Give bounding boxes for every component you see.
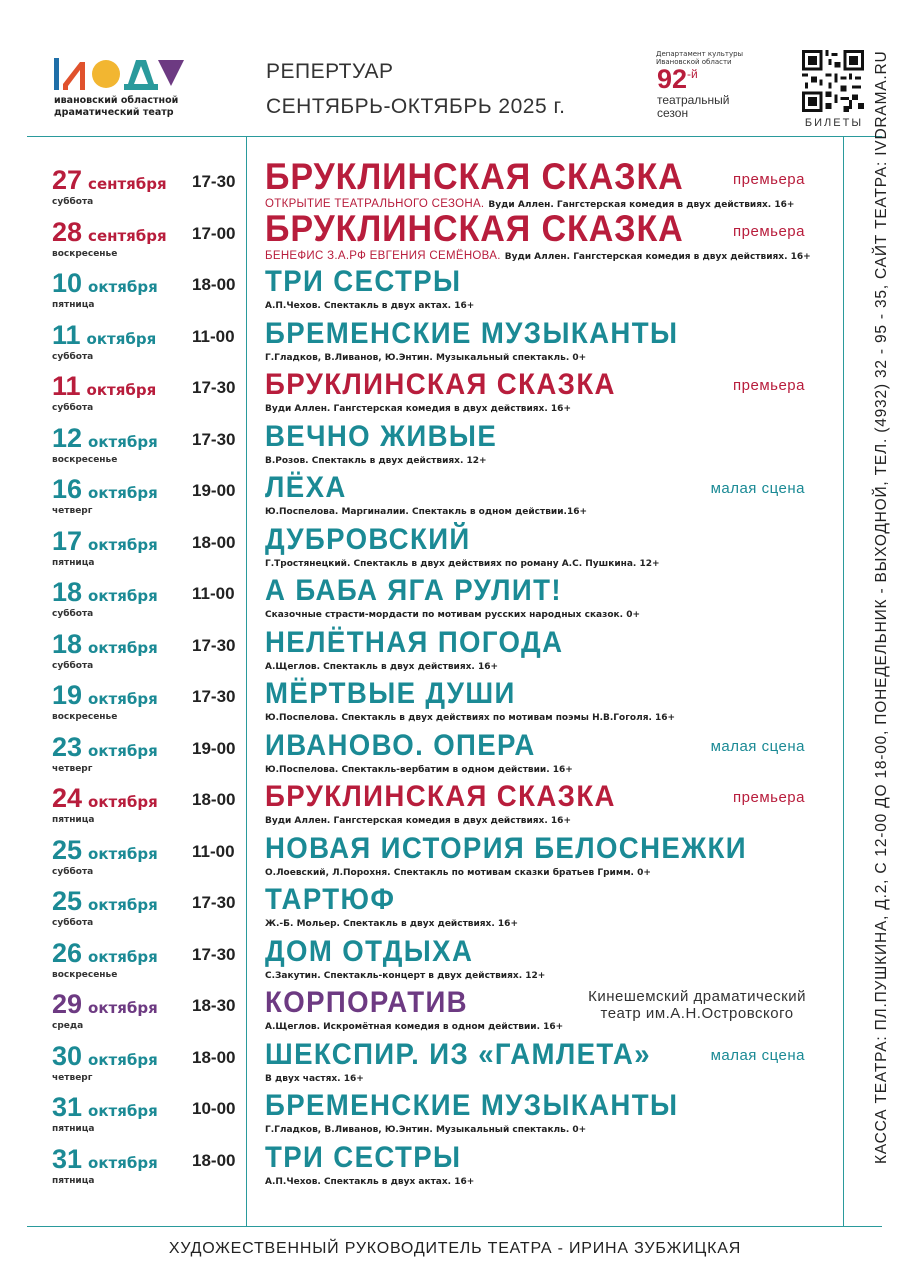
event-day: 28 <box>52 216 83 247</box>
event-day: 25 <box>52 886 83 916</box>
event-date <box>52 371 156 402</box>
event-time: 19-00 <box>192 738 236 758</box>
event-day: 31 <box>52 1092 83 1122</box>
event-description <box>265 507 587 517</box>
event-weekday: четверг <box>52 1072 93 1083</box>
event-weekday: пятница <box>52 815 95 825</box>
event-weekday: пятница <box>52 300 95 310</box>
event-title[interactable]: ДОМ ОТДЫХА <box>265 934 474 968</box>
event-weekday: пятница <box>52 1175 95 1186</box>
event-title[interactable]: ВЕЧНО ЖИВЫЕ <box>265 419 498 453</box>
event-date <box>52 989 158 1020</box>
event-weekday: суббота <box>52 660 94 671</box>
event-description <box>265 713 675 723</box>
event-month: октября <box>88 535 158 554</box>
event-desc-text: А.П.Чехов. Спектакль в двух актах. 16+ <box>265 301 475 311</box>
schedule-row <box>0 727 840 779</box>
event-month: октября <box>88 587 158 605</box>
event-month: октября <box>88 947 158 966</box>
department-line2: Ивановской области <box>656 58 732 66</box>
event-weekday: воскресенье <box>52 969 118 980</box>
event-day: 19 <box>52 680 83 710</box>
event-title[interactable]: ЛЁХА <box>265 471 347 504</box>
schedule-row <box>0 778 840 830</box>
event-weekday: суббота <box>52 403 94 413</box>
event-desc-text: Г.Тростянецкий. Спектакль в двух действиях по роману А.С. Пушкина. 12+ <box>265 558 660 569</box>
event-title[interactable]: БРУКЛИНСКАЯ СКАЗКА <box>265 780 616 813</box>
side-divider <box>843 136 844 1226</box>
footer-divider <box>27 1226 882 1227</box>
event-date <box>52 268 158 299</box>
schedule-row <box>0 881 840 933</box>
event-title[interactable]: БРУКЛИНСКАЯ СКАЗКА <box>265 207 684 249</box>
event-weekday: среда <box>52 1021 84 1031</box>
schedule-row <box>0 207 840 264</box>
event-description <box>265 919 518 929</box>
season-label <box>657 94 730 120</box>
event-weekday: четверг <box>52 763 93 774</box>
event-time: 11-00 <box>192 584 235 603</box>
event-time: 17-30 <box>192 944 236 964</box>
event-note-line: Кинешемский драматический <box>588 988 806 1005</box>
header-divider <box>27 136 882 137</box>
event-weekday: воскресенье <box>52 248 118 259</box>
event-date <box>52 423 158 454</box>
schedule-row <box>0 263 840 315</box>
theatre-name-line1: ивановский областной <box>54 95 179 106</box>
event-desc-text: А.Щеглов. Искромётная комедия в одном действии. 16+ <box>265 1022 564 1032</box>
event-date <box>52 320 156 351</box>
event-day: 18 <box>52 628 83 659</box>
event-day: 12 <box>52 422 83 453</box>
event-day: 30 <box>52 1040 83 1071</box>
event-weekday: суббота <box>52 866 94 877</box>
event-date <box>52 526 158 557</box>
event-month: сентября <box>88 226 167 245</box>
event-time: 17-30 <box>192 429 236 449</box>
event-description <box>265 1125 586 1135</box>
event-time: 19-00 <box>192 481 236 500</box>
event-description <box>265 971 545 981</box>
repertoire-period: СЕНТЯБРЬ-ОКТЯБРЬ 2025 г. <box>266 95 566 118</box>
artistic-director: ХУДОЖЕСТВЕННЫЙ РУКОВОДИТЕЛЬ ТЕАТРА - ИРИНА ЗУБЖИЦКАЯ <box>168 1240 742 1257</box>
event-time: 11-00 <box>192 326 235 346</box>
event-date <box>52 1041 158 1072</box>
event-description <box>265 765 573 775</box>
event-note <box>588 988 806 1022</box>
event-time: 18-00 <box>192 790 236 809</box>
event-desc-text: Вуди Аллен. Гангстерская комедия в двух действиях. 16+ <box>504 251 811 262</box>
event-desc-text: Ю.Поспелова. Спектакль-вербатим в одном действии. 16+ <box>265 764 573 775</box>
event-month: октября <box>86 329 157 348</box>
schedule-row <box>0 315 840 367</box>
event-month: сентября <box>88 175 167 193</box>
event-title[interactable]: БРУКЛИНСКАЯ СКАЗКА <box>265 368 616 401</box>
event-note: малая сцена <box>710 480 805 497</box>
event-month: октября <box>88 278 158 296</box>
event-day: 23 <box>52 731 83 762</box>
schedule-row <box>0 984 840 1036</box>
event-title[interactable]: ТАРТЮФ <box>265 883 396 916</box>
event-weekday: суббота <box>52 609 94 619</box>
event-day: 25 <box>52 834 83 865</box>
season-number-suffix: -й <box>687 67 698 81</box>
event-description <box>265 301 474 311</box>
event-title[interactable]: КОРПОРАТИВ <box>265 986 469 1019</box>
event-desc-text: В двух частях. 16+ <box>265 1073 364 1084</box>
event-time: 17-30 <box>192 687 236 706</box>
event-desc-text: Ж.-Б. Мольер. Спектакль в двух действиях. 16+ <box>265 919 518 929</box>
event-date <box>52 629 158 660</box>
event-time: 18-00 <box>192 1150 236 1170</box>
schedule-row <box>0 1087 840 1139</box>
event-day: 16 <box>52 474 83 504</box>
event-weekday: суббота <box>52 351 94 362</box>
schedule-row <box>0 156 840 212</box>
event-date <box>52 732 158 763</box>
event-month: октября <box>88 896 158 914</box>
event-title[interactable]: БРЕМЕНСКИЕ МУЗЫКАНТЫ <box>265 1089 679 1122</box>
event-description <box>265 559 660 569</box>
event-title[interactable]: ИВАНОВО. ОПЕРА <box>265 728 536 762</box>
theatre-name-line2: драматический театр <box>54 107 174 118</box>
event-weekday: суббота <box>52 197 94 207</box>
event-desc-text: Ю.Поспелова. Спектакль в двух действиях по мотивам поэмы Н.В.Гоголя. 16+ <box>265 713 676 723</box>
event-month: октября <box>88 1102 158 1120</box>
department-line1: Департамент культуры <box>656 50 744 58</box>
schedule-row <box>0 1139 840 1191</box>
event-desc-text: Г.Гладков, В.Ливанов, Ю.Энтин. Музыкальный спектакль. 0+ <box>265 1125 587 1135</box>
event-title[interactable]: НОВАЯ ИСТОРИЯ БЕЛОСНЕЖКИ <box>265 831 747 865</box>
event-description <box>265 816 571 826</box>
schedule-row <box>0 933 840 985</box>
event-time: 18-00 <box>192 1047 236 1067</box>
event-note: малая сцена <box>710 737 805 755</box>
event-date <box>52 165 167 196</box>
season-number <box>657 64 698 95</box>
event-day: 27 <box>52 165 83 195</box>
logo-graphic <box>54 56 184 92</box>
event-time: 17-30 <box>192 378 236 397</box>
tickets-label: БИЛЕТЫ <box>804 117 864 129</box>
event-time: 11-00 <box>192 841 235 861</box>
event-date <box>52 835 158 866</box>
event-day: 11 <box>52 319 81 350</box>
event-date <box>52 938 158 969</box>
event-desc-text: Вуди Аллен. Гангстерская комедия в двух действиях. 16+ <box>265 816 571 826</box>
event-description <box>265 868 651 878</box>
schedule-row <box>0 675 840 727</box>
event-note-line: театр им.А.Н.Островского <box>600 1005 794 1022</box>
event-month: октября <box>88 1153 158 1172</box>
qr-code-icon[interactable] <box>802 50 864 112</box>
event-day: 18 <box>52 577 83 607</box>
schedule-row <box>0 469 840 521</box>
event-time: 10-00 <box>192 1099 236 1118</box>
event-day: 31 <box>52 1143 83 1174</box>
schedule-row <box>0 521 840 573</box>
event-description <box>265 404 571 414</box>
event-time: 17-30 <box>192 172 236 191</box>
event-month: октября <box>88 690 158 708</box>
season-number-value: 92 <box>657 64 688 94</box>
event-description <box>265 1022 563 1032</box>
event-time: 17-30 <box>192 635 236 655</box>
event-date <box>52 577 158 608</box>
event-title[interactable]: МЁРТВЫЕ ДУШИ <box>265 677 516 710</box>
event-day: 26 <box>52 937 83 968</box>
event-title[interactable]: НЕЛЁТНАЯ ПОГОДА <box>265 625 564 659</box>
event-date <box>52 474 158 505</box>
event-date <box>52 680 158 711</box>
event-lead: БЕНЕФИС З.А.РФ ЕВГЕНИЯ СЕМЁНОВА. <box>265 249 501 262</box>
event-day: 17 <box>52 525 83 556</box>
event-description <box>265 610 640 620</box>
schedule-row <box>0 572 840 624</box>
event-desc-text: А.П.Чехов. Спектакль в двух актах. 16+ <box>265 1176 475 1187</box>
event-month: октября <box>88 432 158 451</box>
event-title[interactable]: БРУКЛИНСКАЯ СКАЗКА <box>265 156 684 197</box>
event-description <box>265 250 811 262</box>
event-desc-text: А.Щеглов. Спектакль в двух действиях. 16+ <box>265 661 499 672</box>
event-title[interactable]: ТРИ СЕСТРЫ <box>265 1140 462 1174</box>
schedule-row <box>0 624 840 676</box>
event-time: 17-30 <box>192 893 236 912</box>
event-date <box>52 783 158 814</box>
event-desc-text: Сказочные страсти-мордасти по мотивам русских народных сказок. 0+ <box>265 610 641 620</box>
event-desc-text: О.Лоевский, Л.Порохня. Спектакль по мотивам сказки братьев Гримм. 0+ <box>265 867 651 878</box>
event-weekday: суббота <box>52 918 94 928</box>
event-note: малая сцена <box>710 1046 805 1064</box>
event-weekday: воскресенье <box>52 454 118 465</box>
repertoire-label: РЕПЕРТУАР <box>266 60 394 83</box>
box-office-info: КАССА ТЕАТРА: ПЛ.ПУШКИНА, Д.2, С 12-00 ДО 18-00, ПОНЕДЕЛЬНИК - ВЫХОДНОЙ, ТЕЛ. (4932) 32 - 95 - 35, САЙТ ТЕАТРА: IVDRAMA.RU <box>873 50 890 1164</box>
event-title[interactable]: ШЕКСПИР. ИЗ «ГАМЛЕТА» <box>265 1037 651 1071</box>
event-description <box>265 456 487 466</box>
event-time: 18-00 <box>192 532 236 552</box>
event-weekday: пятница <box>52 557 95 568</box>
event-day: 10 <box>52 268 83 298</box>
event-month: октября <box>88 793 158 811</box>
event-desc-text: Вуди Аллен. Гангстерская комедия в двух действиях. 16+ <box>265 404 571 414</box>
event-weekday: четверг <box>52 506 93 516</box>
event-day: 24 <box>52 783 83 813</box>
event-description <box>265 1177 474 1187</box>
event-month: октября <box>88 741 158 760</box>
event-note: премьера <box>733 377 805 394</box>
event-description <box>265 1074 364 1084</box>
event-title[interactable]: А БАБА ЯГА РУЛИТ! <box>265 574 562 607</box>
event-description <box>265 353 586 363</box>
event-time: 18-00 <box>192 275 236 294</box>
event-title[interactable]: БРЕМЕНСКИЕ МУЗЫКАНТЫ <box>265 316 679 350</box>
theatre-name <box>54 95 178 119</box>
schedule-row <box>0 1036 840 1088</box>
event-desc-text: Вуди Аллен. Гангстерская комедия в двух действиях. 16+ <box>488 200 795 210</box>
event-month: октября <box>88 1050 158 1069</box>
event-day: 11 <box>52 371 81 401</box>
event-weekday: воскресенье <box>52 712 118 722</box>
event-title[interactable]: ТРИ СЕСТРЫ <box>265 265 462 298</box>
event-time: 17-00 <box>192 223 236 243</box>
event-month: октября <box>88 844 158 863</box>
event-weekday: пятница <box>52 1124 95 1134</box>
event-date <box>52 1092 158 1123</box>
season-word2: сезон <box>657 106 689 120</box>
season-word1: театральный <box>657 93 730 107</box>
schedule-row <box>0 830 840 882</box>
event-description <box>265 662 498 672</box>
event-note: премьера <box>733 789 805 806</box>
event-month: октября <box>88 484 158 502</box>
event-title[interactable]: ДУБРОВСКИЙ <box>265 522 471 556</box>
event-date <box>52 1144 158 1175</box>
event-desc-text: Ю.Поспелова. Маргиналии. Спектакль в одном действии.16+ <box>265 507 588 517</box>
event-desc-text: С.Закутин. Спектакль-концерт в двух действиях. 12+ <box>265 970 546 981</box>
event-month: октября <box>88 638 158 657</box>
schedule-row <box>0 418 840 470</box>
event-date <box>52 217 167 248</box>
schedule-row <box>0 366 840 418</box>
event-lead: ОТКРЫТИЕ ТЕАТРАЛЬНОГО СЕЗОНА. <box>265 198 485 210</box>
event-day: 29 <box>52 989 83 1019</box>
event-desc-text: В.Розов. Спектакль в двух действиях. 12+ <box>265 455 487 466</box>
event-month: октября <box>86 381 157 399</box>
event-note: премьера <box>733 171 805 188</box>
event-date <box>52 886 158 917</box>
event-desc-text: Г.Гладков, В.Ливанов, Ю.Энтин. Музыкальный спектакль. 0+ <box>265 352 587 363</box>
event-month: октября <box>88 999 158 1017</box>
event-note: премьера <box>733 222 805 240</box>
event-time: 18-30 <box>192 996 236 1015</box>
